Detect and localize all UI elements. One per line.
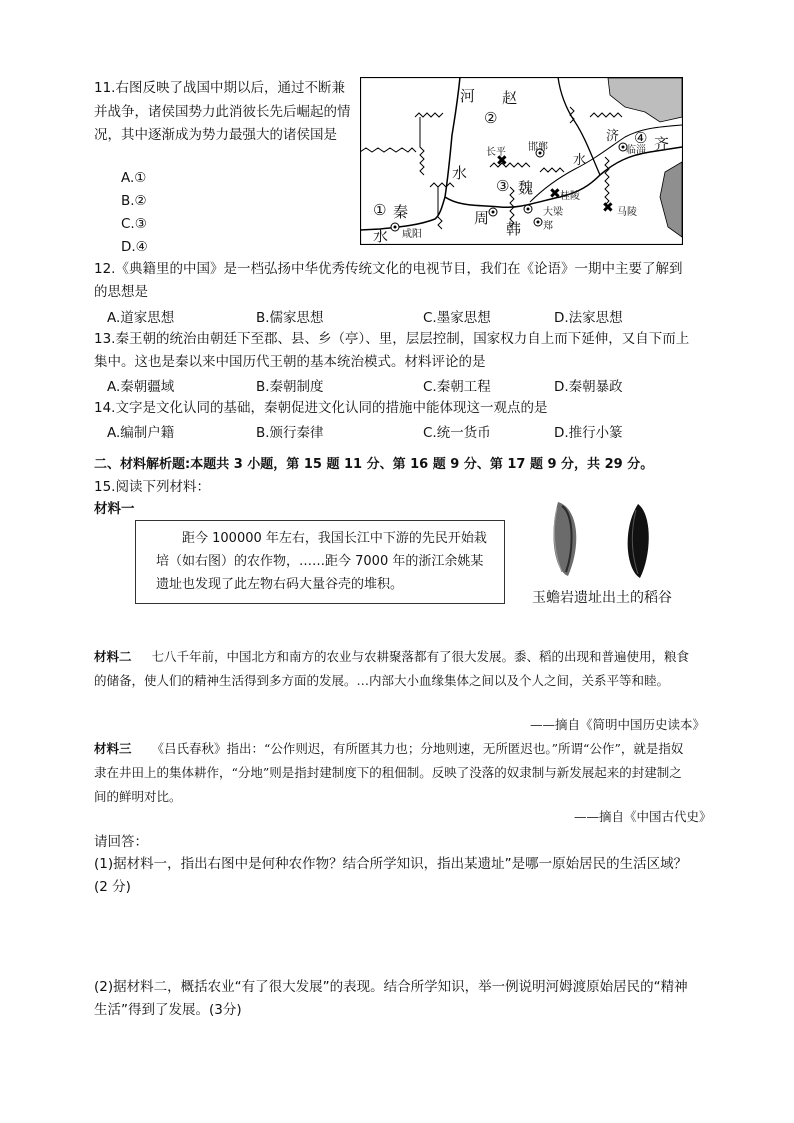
map-label-handan: 邯郸	[528, 142, 548, 153]
q11-option-d: D.④	[121, 239, 148, 255]
map-label-ji: 济	[606, 129, 620, 144]
map-label-zhao: 赵	[502, 89, 518, 107]
map-label-guiling: 桂陵	[560, 191, 580, 202]
material-1-box	[135, 520, 505, 604]
map-label-river-bottom: 水	[373, 227, 389, 245]
map-label-wei: 魏	[518, 179, 534, 197]
rice-grain-image	[540, 494, 670, 584]
map-label-qi: 齐	[654, 135, 670, 153]
question-13-stem: 13.秦王朝的统治由朝廷下至郡、县、乡（亭）、里，层层控制，国家权力自上而下延伸，又自下而上集中。这也是秦以来中国历代王朝的基本统治模式。材料评论的是	[94, 331, 690, 370]
q13-option-d: D.秦朝暴政	[554, 379, 623, 395]
material-3-text: 《吕氏春秋》指出：“公作则迟，有所匿其力也；分地则速，无所匿迟也。”所谓“公作”，就是指奴隶在井田上的集体耕作，“分地”则是指封建制度下的租佃制。反映了没落的奴隶制与新发展起来的封建制之间的鲜明对比。	[94, 741, 684, 804]
q12-option-c: C.墨家思想	[423, 310, 491, 326]
rice-grain-left	[553, 502, 576, 576]
map-label-num3: ③	[496, 177, 510, 195]
map-label-zheng: 郑	[543, 221, 553, 232]
q13-option-c: C.秦朝工程	[423, 379, 491, 395]
question-15-intro: 15.阅读下列材料：	[94, 479, 210, 495]
material-3-label: 材料三	[94, 741, 132, 756]
svg-text:✖: ✖	[602, 200, 614, 216]
material-3-source: ——摘自《中国古代史》	[574, 809, 712, 824]
map-label-he: 河	[460, 87, 476, 105]
map-label-linzi: 临淄	[626, 145, 646, 156]
map-label-xianyang: 咸阳	[402, 229, 422, 240]
q14-option-c: C.统一货币	[423, 425, 491, 441]
section-title: 二、材料解析题:本题共 3 小题，第 15 题 11 分、第 16 题 9 分、第 17 题 9 分，共 29 分。	[94, 457, 654, 472]
material-2-source: ——摘自《简明中国历史读本》	[530, 717, 706, 732]
map-label-shui-ji: 水	[573, 153, 587, 168]
q11-option-a: A.①	[121, 170, 147, 186]
sub-question-2: (2)据材料二，概括农业“有了很大发展”的表现。结合所学知识，举一例说明河姆渡原始居民的“精神生活”得到了发展。(3分)	[94, 979, 688, 1018]
q14-option-d: D.推行小篆	[554, 425, 623, 441]
q13-option-b: B.秦朝制度	[256, 379, 324, 395]
question-14-stem: 14.文字是文化认同的基础，秦朝促进文化认同的措施中能体现这一观点的是	[94, 400, 548, 416]
svg-text:✖: ✖	[496, 153, 508, 169]
material-3-paragraph	[94, 737, 694, 809]
warring-states-map	[360, 77, 683, 245]
material-2-text: 七八千年前，中国北方和南方的农业与农耕聚落都有了很大发展。黍、稻的出现和普遍使用，粮食的储备，使人们的精神生活得到多方面的发展。…内部大小血缘集体之间以及个人之间，关系平等和睦。	[94, 649, 690, 688]
q11-option-c: C.③	[121, 216, 147, 232]
material-1-text: 距今 100000 年左右，我国长江中下游的先民开始栽培（如右图）的农作物，……距今 7000 年的浙江余姚某遗址也发现了此左物右码大量谷壳的堆积。	[156, 531, 487, 592]
map-label-zhou: 周	[474, 209, 490, 227]
q11-option-b: B.②	[121, 193, 147, 209]
q12-option-d: D.法家思想	[554, 310, 623, 326]
map-label-han: 韩	[506, 220, 522, 238]
answer-prompt: 请回答：	[94, 834, 148, 850]
map-label-daliang: 大梁	[543, 207, 563, 218]
svg-text:✖: ✖	[549, 186, 561, 202]
rice-image-caption: 玉蟾岩遗址出土的稻谷	[532, 590, 672, 606]
sub-question-1: (1)据材料一，指出右图中是何种农作物？结合所学知识，指出某遗址”是哪一原始居民的生活区域？(2 分)	[94, 856, 688, 895]
question-12-stem: 12.《典籍里的中国》是一档弘扬中华优秀传统文化的电视节目，我们在《论语》一期中主要了解到的思想是	[94, 261, 683, 300]
map-label-changping: 长平	[486, 147, 506, 158]
q14-option-a: A.编制户籍	[107, 425, 175, 441]
map-label-maling: 马陵	[617, 207, 637, 218]
question-11-stem: 11.右图反映了战国中期以后，通过不断兼并战争，诸侯国势力此消彼长先后崛起的情况，其中逐渐成为势力最强大的诸侯国是	[94, 80, 351, 143]
map-label-qin: 秦	[393, 203, 409, 221]
map-graphic	[360, 77, 683, 245]
map-label-num2: ②	[484, 109, 498, 127]
q12-option-a: A.道家思想	[107, 310, 175, 326]
rice-grain-right	[628, 504, 649, 578]
map-label-num1: ①	[373, 201, 387, 219]
q12-option-b: B.儒家思想	[256, 310, 324, 326]
q13-option-a: A.秦朝疆域	[107, 379, 175, 395]
material-1-label: 材料一	[94, 501, 135, 517]
q14-option-b: B.颁行秦律	[256, 425, 324, 441]
map-label-num4: ④	[634, 129, 648, 147]
map-label-shui: 水	[452, 164, 468, 182]
material-2-paragraph	[94, 645, 694, 693]
material-2-label: 材料二	[94, 649, 132, 664]
